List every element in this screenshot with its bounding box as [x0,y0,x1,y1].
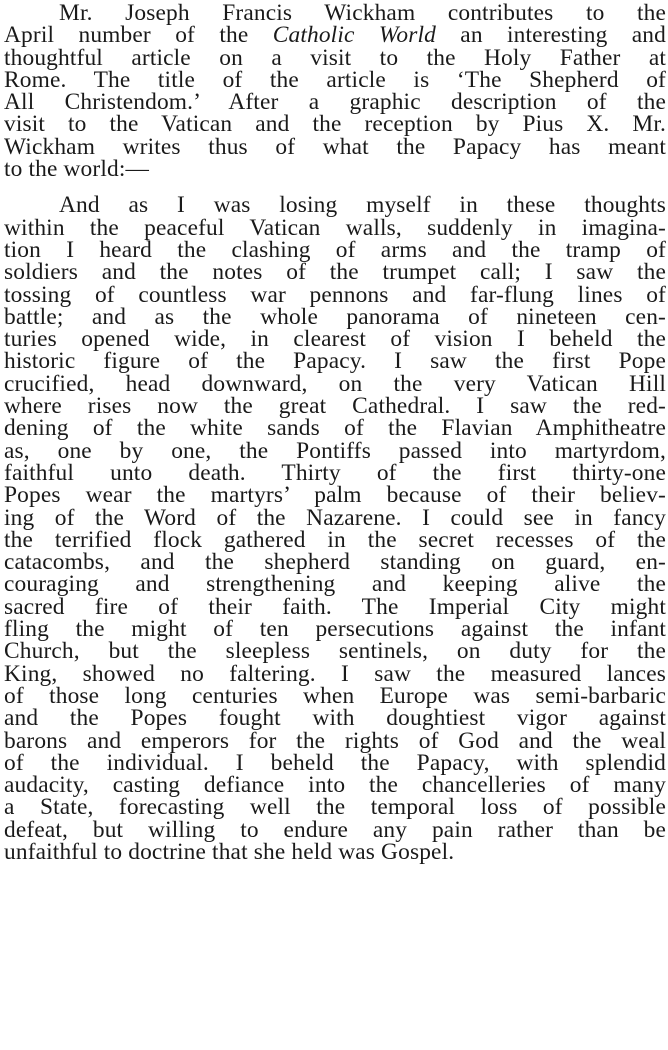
text-line: as, one by one, the Pontiffs passed into martyrdom, [4,437,666,464]
text-line: Mr. Joseph Francis Wickham contributes to the [59,0,666,26]
text-line: tossing of countless war pennons and far-flung lines of [4,281,666,308]
text-line: of those long centuries when Europe was semi-barbaric [4,682,666,709]
text-line: Popes wear the martyrs’ palm because of their believ- [4,482,666,509]
text-line: And as I was losing myself in these thoughts [59,192,666,219]
text-line: turies opened wide, in clearest of vision I beheld the [4,326,666,353]
text-line: Rome. The title of the article is ‘The Shepherd of [4,66,666,93]
text-line: historic figure of the Papacy. I saw the first Pope [4,348,666,375]
text-line: tion I heard the clashing of arms and the tramp of [4,236,666,263]
text-line: where rises now the great Cathedral. I saw the red- [4,393,666,420]
text-line: faithful unto death. Thirty of the first thirty-one [4,459,666,486]
quoted-paragraph [4,194,666,863]
text-line: April number of the Catholic World an interesting and [4,22,667,49]
text-line: to the world:— [4,156,150,183]
text-line: defeat, but willing to endure any pain rather than be [4,816,666,843]
text-line: dening of the white sands of the Flavian Amphitheatre [4,415,666,442]
text-line: King, showed no faltering. I saw the measured lances [4,660,666,687]
text-line: audacity, casting defiance into the chancelleries of many [4,772,666,799]
text-line: soldiers and the notes of the trumpet call; I saw the [4,259,666,286]
text-line: barons and emperors for the rights of God and the weal [4,727,666,754]
magazine-title: Catholic World [272,22,436,49]
text-line: thoughtful article on a visit to the Holy Father at [4,44,666,71]
text-line: sacred fire of their faith. The Imperial City might [4,593,666,620]
text-line: within the peaceful Vatican walls, suddenly in imagina- [4,214,666,241]
text-line: a State, forecasting well the temporal loss of possible [4,794,666,821]
text-line: the terrified flock gathered in the secret recesses of the [4,526,666,553]
text-line: crucified, head downward, on the very Vatican Hill [4,370,666,397]
text-line: and the Popes fought with doughtiest vigor against [4,705,666,732]
text-line: Church, but the sleepless sentinels, on duty for the [4,638,666,665]
text-line: of the individual. I beheld the Papacy, with splendid [4,749,666,776]
text-line: couraging and strengthening and keeping alive the [4,571,666,598]
intro-paragraph [4,0,667,183]
text-line: unfaithful to doctrine that she held was Gospel. [4,838,455,865]
text-line: ing of the Word of the Nazarene. I could see in fancy [4,504,666,531]
article-column [4,2,666,863]
text-line: visit to the Vatican and the reception by Pius X. Mr. [4,111,666,138]
text-line: battle; and as the whole panorama of nineteen cen- [4,303,666,330]
text-line: Wickham writes thus of what the Papacy has meant [4,133,666,160]
text-line: catacombs, and the shepherd standing on guard, en- [4,549,666,576]
text-line: fling the might of ten persecutions against the infant [4,616,666,643]
text-line: All Christendom.’ After a graphic description of the [4,89,666,116]
